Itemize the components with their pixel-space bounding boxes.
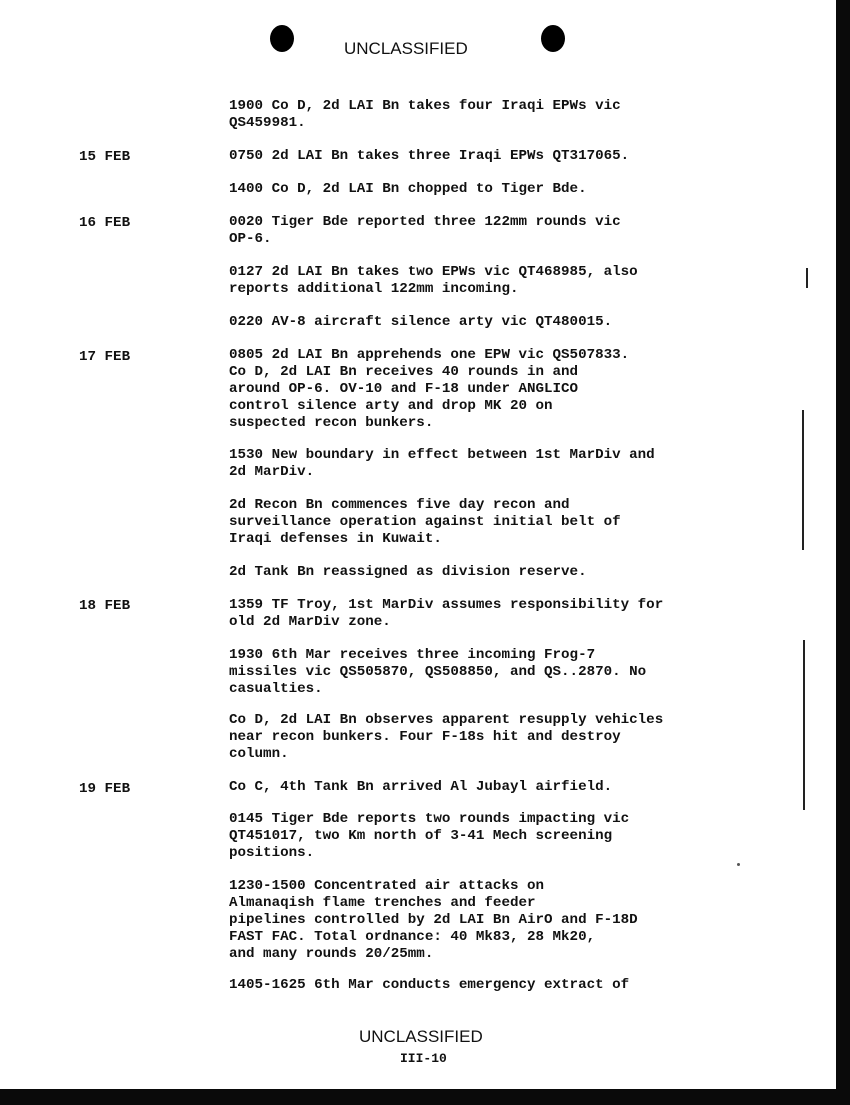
- log-entry: 1530 New boundary in effect between 1st MarDiv and 2d MarDiv.: [229, 447, 655, 480]
- log-entry: 1930 6th Mar receives three incoming Frog-7 missiles vic QS505870, QS508850, and QS..2870. No casualties.: [229, 647, 647, 697]
- log-entry: 1900 Co D, 2d LAI Bn takes four Iraqi EPWs vic QS459981.: [229, 98, 621, 131]
- date-label: 18 FEB: [79, 598, 131, 614]
- punch-hole-left: [270, 25, 294, 52]
- log-entry: 1230-1500 Concentrated air attacks on Almanaqish flame trenches and feeder pipelines controlled by 2d LAI Bn AirO and F-18D FAST FAC. Total ordnance: 40 Mk83, 28 Mk20, and many rounds 20/25mm.: [229, 878, 638, 962]
- page-number: III-10: [400, 1051, 447, 1066]
- log-entry: 0145 Tiger Bde reports two rounds impacting vic QT451017, two Km north of 3-41 Mech screening positions.: [229, 811, 630, 861]
- log-entry: 0020 Tiger Bde reported three 122mm rounds vic OP-6.: [229, 214, 621, 247]
- log-entry: 1405-1625 6th Mar conducts emergency extract of: [229, 977, 630, 993]
- footer-classification: UNCLASSIFIED: [359, 1027, 483, 1046]
- log-entry: 1359 TF Troy, 1st MarDiv assumes responsibility for old 2d MarDiv zone.: [229, 597, 664, 630]
- log-entry: 0805 2d LAI Bn apprehends one EPW vic QS507833. Co D, 2d LAI Bn receives 40 rounds in and around OP-6. OV-10 and F-18 under ANGLICO control silence arty and drop MK 20 on suspected recon bunkers.: [229, 347, 630, 431]
- log-entry: 1400 Co D, 2d LAI Bn chopped to Tiger Bde.: [229, 181, 587, 197]
- scan-speck: [737, 863, 740, 866]
- log-entry: Co C, 4th Tank Bn arrived Al Jubayl airfield.: [229, 779, 613, 795]
- log-entry: 2d Recon Bn commences five day recon and surveillance operation against initial belt of Iraqi defenses in Kuwait.: [229, 497, 621, 547]
- log-entry: 0750 2d LAI Bn takes three Iraqi EPWs QT317065.: [229, 148, 630, 164]
- date-label: 19 FEB: [79, 781, 131, 797]
- date-label: 15 FEB: [79, 149, 131, 165]
- scan-border-bottom: [0, 1089, 850, 1105]
- log-entry: 0127 2d LAI Bn takes two EPWs vic QT468985, also reports additional 122mm incoming.: [229, 264, 638, 297]
- scan-border-right: [836, 0, 850, 1105]
- punch-hole-right: [541, 25, 565, 52]
- log-entry: Co D, 2d LAI Bn observes apparent resupply vehicles near recon bunkers. Four F-18s hit and destroy column.: [229, 712, 664, 762]
- log-entry: 0220 AV-8 aircraft silence arty vic QT480015.: [229, 314, 613, 330]
- date-label: 17 FEB: [79, 349, 131, 365]
- header-classification: UNCLASSIFIED: [344, 39, 468, 58]
- log-entry: 2d Tank Bn reassigned as division reserve.: [229, 564, 587, 580]
- date-label: 16 FEB: [79, 215, 131, 231]
